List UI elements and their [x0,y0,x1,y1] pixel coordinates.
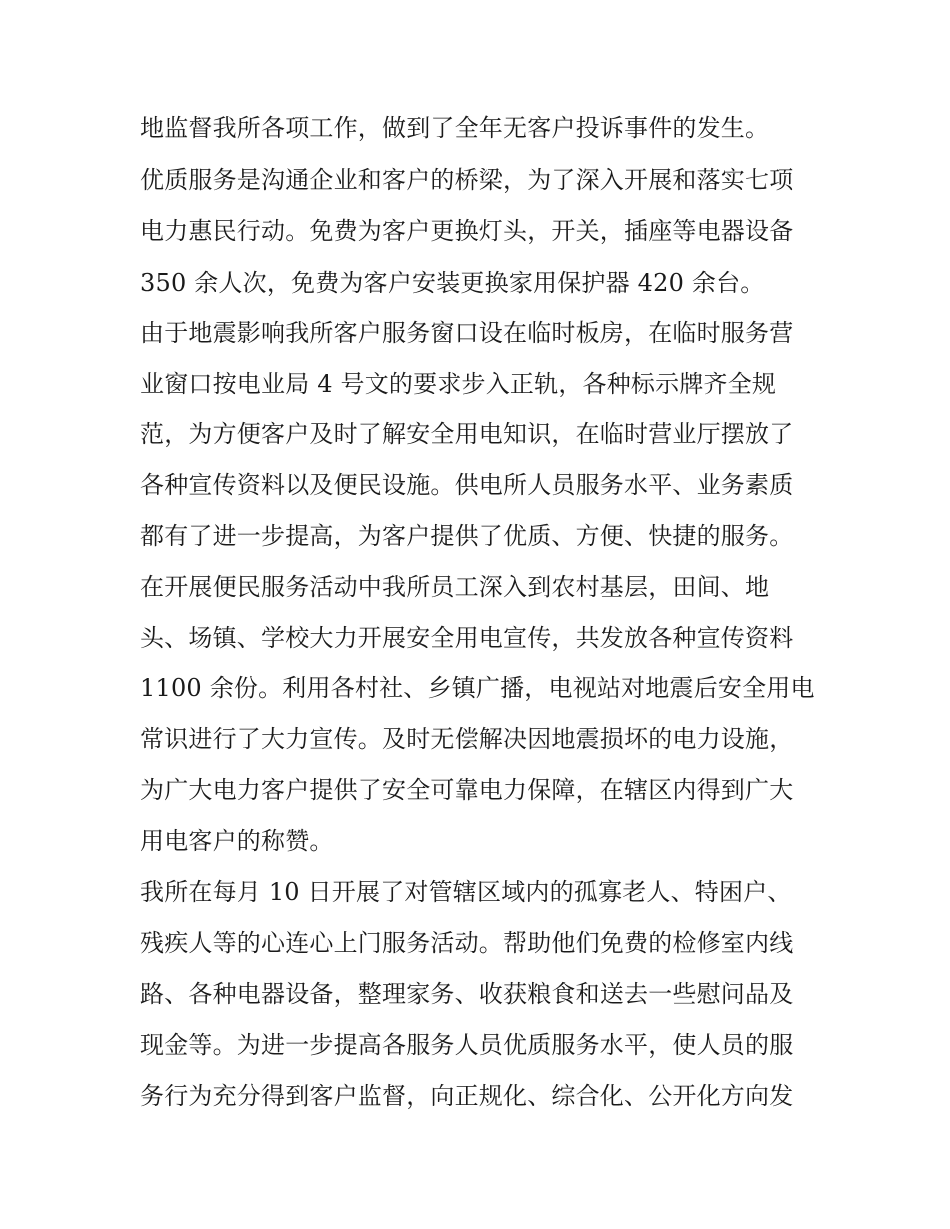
text-line: 地监督我所各项工作，做到了全年无客户投诉事件的发生。 [140,114,770,142]
text-line: 都有了进一步提高，为客户提供了优质、方便、快捷的服务。 [140,522,794,550]
text-line: 范，为方便客户及时了解安全用电知识，在临时营业厅摆放了 [140,420,794,448]
text-line: 在开展便民服务活动中我所员工深入到农村基层，田间、地 [140,573,770,601]
text-line: 业窗口按电业局 4 号文的要求步入正轨，各种标示牌齐全规 [140,370,777,398]
text-line: 残疾人等的心连心上门服务活动。帮助他们免费的检修室内线 [140,929,794,957]
text-line: 常识进行了大力宣传。及时无偿解决因地震损坏的电力设施， [140,725,794,753]
text-line: 由于地震影响我所客户服务窗口设在临时板房，在临时服务营 [140,319,794,347]
text-line: 电力惠民行动。免费为客户更换灯头，开关，插座等电器设备 [140,217,794,245]
text-line: 用电客户的称赞。 [140,827,334,855]
text-line: 350 余人次，免费为客户安装更换家用保护器 420 余台。 [140,269,765,297]
text-line: 1100 余份。利用各村社、乡镇广播，电视站对地震后安全用电 [140,674,815,702]
text-line: 为广大电力客户提供了安全可靠电力保障，在辖区内得到广大 [140,776,794,804]
text-line: 务行为充分得到客户监督，向正规化、综合化、公开化方向发 [140,1082,794,1110]
text-line: 头、场镇、学校大力开展安全用电宣传，共发放各种宣传资料 [140,624,794,652]
text-line: 路、各种电器设备，整理家务、收获粮食和送去一些慰问品及 [140,980,794,1008]
text-line: 各种宣传资料以及便民设施。供电所人员服务水平、业务素质 [140,471,794,499]
text-line: 优质服务是沟通企业和客户的桥梁，为了深入开展和落实七项 [140,166,794,194]
text-line: 现金等。为进一步提高各服务人员优质服务水平，使人员的服 [140,1031,794,1059]
text-line: 我所在每月 10 日开展了对管辖区域内的孤寡老人、特困户、 [140,878,792,906]
